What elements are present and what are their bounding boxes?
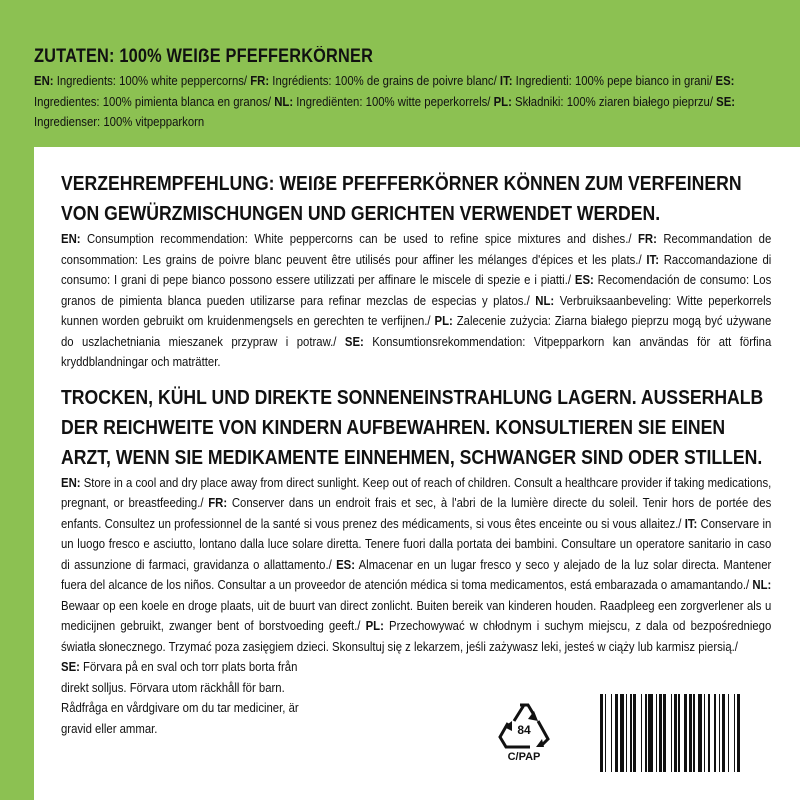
translation-text: Składniki: 100% ziaren białego pieprzu/ — [511, 93, 717, 109]
lang-code: PL: — [434, 313, 453, 328]
recycle-triangle-icon — [492, 701, 556, 753]
translation-text: Bewaar op een koele en droge plaats, uit de buurt van direct zonlicht. Buiten bereik van kinderen houden. Raadpleeg een zorgverlener als u medicijnen gebruikt, zwanger bent of borstvoeding geeft./ — [61, 597, 772, 633]
translation-text: Förvara på en sval och torr plats borta från direkt solljus. Förvara utom räckhåll för barn. Rådfråga en vårdgivare om du tar mediciner, är gravid eller ammar. — [61, 659, 299, 736]
lang-code: EN: — [34, 73, 54, 88]
translation-text: Conservare in un luogo fresco e asciutto, lontano dalla luce solare diretta. Tenere fuori dalla portata dei bambini. Consultare un operatore sanitario in caso di assunzione di farmaci, gravidanza o allattamento./ — [61, 515, 772, 572]
barcode-gap — [740, 694, 742, 772]
lang-code: FR: — [208, 495, 228, 510]
recycling-number: 84 — [517, 723, 531, 737]
lang-code: PL: — [365, 618, 384, 633]
translation-text: Ingredients: 100% white peppercorns/ — [53, 73, 251, 88]
lang-code: NL: — [274, 93, 294, 109]
lang-code: IT: — [499, 73, 513, 88]
translation-text: Ingredienser: 100% vitpepparkorn — [34, 114, 205, 129]
lang-code: ES: — [715, 73, 735, 88]
translation-text: Ingredientes: 100% pimienta blanca en granos/ — [34, 93, 275, 109]
translation-text: Zalecenie zużycia: Ziarna białego pieprzu mogą być używane do uszlachetniania mieszanek przypraw i potraw./ — [61, 313, 772, 349]
ingredients-title: ZUTATEN: 100% WEIẞE PFEFFERKÖRNER — [34, 46, 374, 67]
translation-text: Raccomandazione di consumo: I grani di pepe bianco possono essere utilizzati per affinare le miscele di spezie e i piatti./ — [61, 251, 772, 287]
translation-text: Konsumtionsrekommendation: Vitpepparkorn kan användas för att förfina kryddblandningar och maträtter. — [61, 333, 772, 369]
translation-text: Verbruiksaanbeveling: Witte peperkorrels kunnen worden gebruikt om kruidenmengsels en gerechten te verfijnen./ — [61, 292, 772, 328]
lang-code: SE: — [716, 93, 736, 109]
lang-code: SE: — [344, 333, 364, 349]
consumption-section — [61, 169, 773, 373]
storage-title: TROCKEN, KÜHL UND DIREKTE SONNENEINSTRAHLUNG LAGERN. AUSSERHALB DER REICHWEITE VON KINDERN AUFBEWAHREN. KONSULTIEREN SIE EINEN ARZT, WENN SIE MEDIKAMENTE EINNEHMEN, SCHWANGER SIND ODER STILLEN. — [61, 385, 764, 469]
recycling-code: C/PAP — [507, 751, 541, 763]
translation-text: Ingredienti: 100% pepe bianco in grani/ — [512, 73, 716, 88]
translation-text: Store in a cool and dry place away from direct sunlight. Keep out of reach of children. Consult a healthcare provider if taking medications, pregnant, or breastfeeding./ — [61, 474, 772, 510]
ingredients-section — [34, 46, 774, 133]
consumption-translations — [61, 229, 771, 373]
lang-code: EN: — [61, 474, 81, 490]
translation-text: Recommandation de consommation: Les grains de poivre blanc peuvent être utilisés pour affiner les mélanges d'épices et les plats./ — [61, 231, 772, 267]
translation-text: Ingrédients: 100% de grains de poivre blanc/ — [269, 73, 500, 88]
lang-code: ES: — [336, 556, 355, 572]
storage-section — [61, 383, 773, 740]
recycling-symbol — [492, 701, 556, 767]
translation-text: Almacenar en un lugar fresco y seco y alejado de la luz solar directa. Mantener fuera del alcance de los niños. Consultar a un proveedor de atención médica si toma medicamentos, está embarazada o amamantando./ — [61, 556, 772, 592]
consumption-title: VERZEHREMPFEHLUNG: WEIẞE PFEFFERKÖRNER KÖNNEN ZUM VERFEINERN VON GEWÜRZMISCHUNGEN UND GERICHTEN VERWENDET WERDEN. — [61, 172, 742, 225]
translation-text: Consumption recommendation: White peppercorns can be used to refine spice mixtures and dishes./ — [80, 231, 638, 246]
translation-text: Recomendación de consumo: Los granos de pimienta blanca pueden utilizarse para refinar mezclas de especias y platos./ — [61, 272, 772, 308]
info-panel — [34, 147, 800, 800]
translation-text: Przechowywać w chłodnym i suchym miejscu, z dala od bezpośredniego światła słonecznego. Trzymać poza zasięgiem dzieci. Skonsultuj się z lekarzem, jeśli zażywasz leki, jesteś w ciąży lub karmisz piersią./ — [61, 618, 772, 654]
storage-translations — [61, 473, 771, 658]
lang-code: FR: — [637, 231, 657, 246]
lang-code: NL: — [535, 292, 555, 308]
lang-code: NL: — [752, 577, 772, 592]
lang-code: FR: — [250, 73, 270, 88]
storage-tail-text — [61, 657, 319, 739]
lang-code: SE: — [61, 659, 80, 674]
lang-code: IT: — [684, 515, 698, 531]
translation-text: Ingrediënten: 100% witte peperkorrels/ — [293, 93, 494, 109]
lang-code: IT: — [646, 251, 659, 267]
lang-code: ES: — [574, 272, 594, 287]
barcode — [600, 694, 786, 772]
ingredients-translations — [34, 71, 772, 133]
lang-code: EN: — [61, 231, 81, 246]
lang-code: PL: — [493, 93, 512, 109]
translation-text: Conserver dans un endroit frais et sec, à l'abri de la lumière directe du soleil. Tenir hors de portée des enfants. Consultez un professionnel de la santé si vous prenez des médicaments, si vous êtes enceinte ou si vous allaitez./ — [61, 495, 772, 531]
